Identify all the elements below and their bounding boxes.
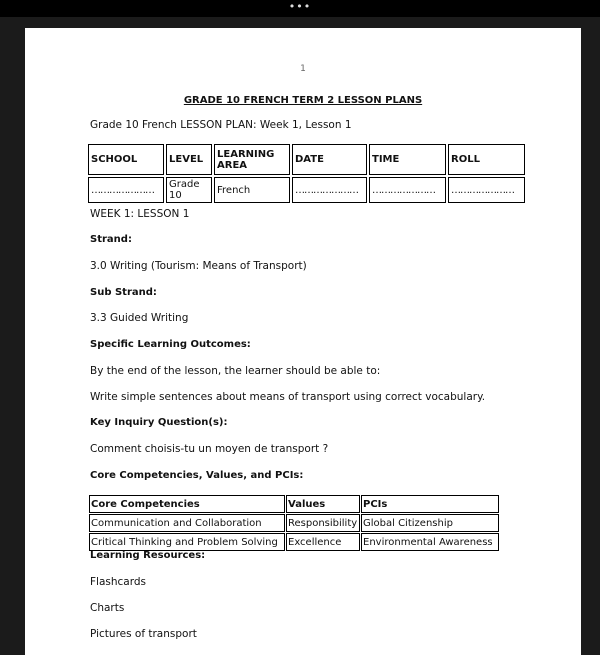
week-lesson: WEEK 1: LESSON 1 [90,208,190,220]
table-cell: Communication and Collaboration [89,514,285,532]
resource-item: Flashcards [90,576,146,588]
more-options-icon[interactable]: ••• [288,0,312,13]
cell-school: ………………… [88,177,164,203]
table-cell: Excellence [286,533,360,551]
header-level: LEVEL [166,144,212,175]
strand-text: 3.0 Writing (Tourism: Means of Transport) [90,260,307,272]
table-cell: Responsibility [286,514,360,532]
kiq-text: Comment choisis-tu un moyen de transport ? [90,443,329,455]
cell-level: Grade 10 [166,177,212,203]
lesson-plan-subtitle: Grade 10 French LESSON PLAN: Week 1, Lesson 1 [90,119,352,131]
viewer-toolbar [0,0,600,17]
substrand-heading: Sub Strand: [90,287,157,298]
strand-heading: Strand: [90,234,132,245]
cell-roll: ………………… [448,177,525,203]
table-cell: Critical Thinking and Problem Solving [89,533,285,551]
header-core-competencies: Core Competencies [89,495,285,513]
header-values: Values [286,495,360,513]
cell-time: ………………… [369,177,446,203]
table-cell: Environmental Awareness [361,533,499,551]
lesson-header-table [86,142,527,205]
ccv-heading: Core Competencies, Values, and PCIs: [90,470,304,481]
substrand-text: 3.3 Guided Writing [90,312,189,324]
competencies-table [88,494,500,552]
page-number: 1 [300,64,306,74]
slo-heading: Specific Learning Outcomes: [90,339,251,350]
header-school: SCHOOL [88,144,164,175]
cell-date: ………………… [292,177,367,203]
resource-item: Pictures of transport [90,628,197,640]
slo-item: Write simple sentences about means of transport using correct vocabulary. [90,391,486,403]
header-date: DATE [292,144,367,175]
resources-heading: Learning Resources: [90,550,206,561]
slo-intro: By the end of the lesson, the learner should be able to: [90,365,381,377]
header-roll: ROLL [448,144,525,175]
document-title: GRADE 10 FRENCH TERM 2 LESSON PLANS [183,95,423,106]
cell-learning-area: French [214,177,290,203]
header-learning-area: LEARNING AREA [214,144,290,175]
table-cell: Global Citizenship [361,514,499,532]
header-time: TIME [369,144,446,175]
kiq-heading: Key Inquiry Question(s): [90,417,228,428]
resource-item: Charts [90,602,125,614]
header-pcis: PCIs [361,495,499,513]
document-page [25,28,581,655]
